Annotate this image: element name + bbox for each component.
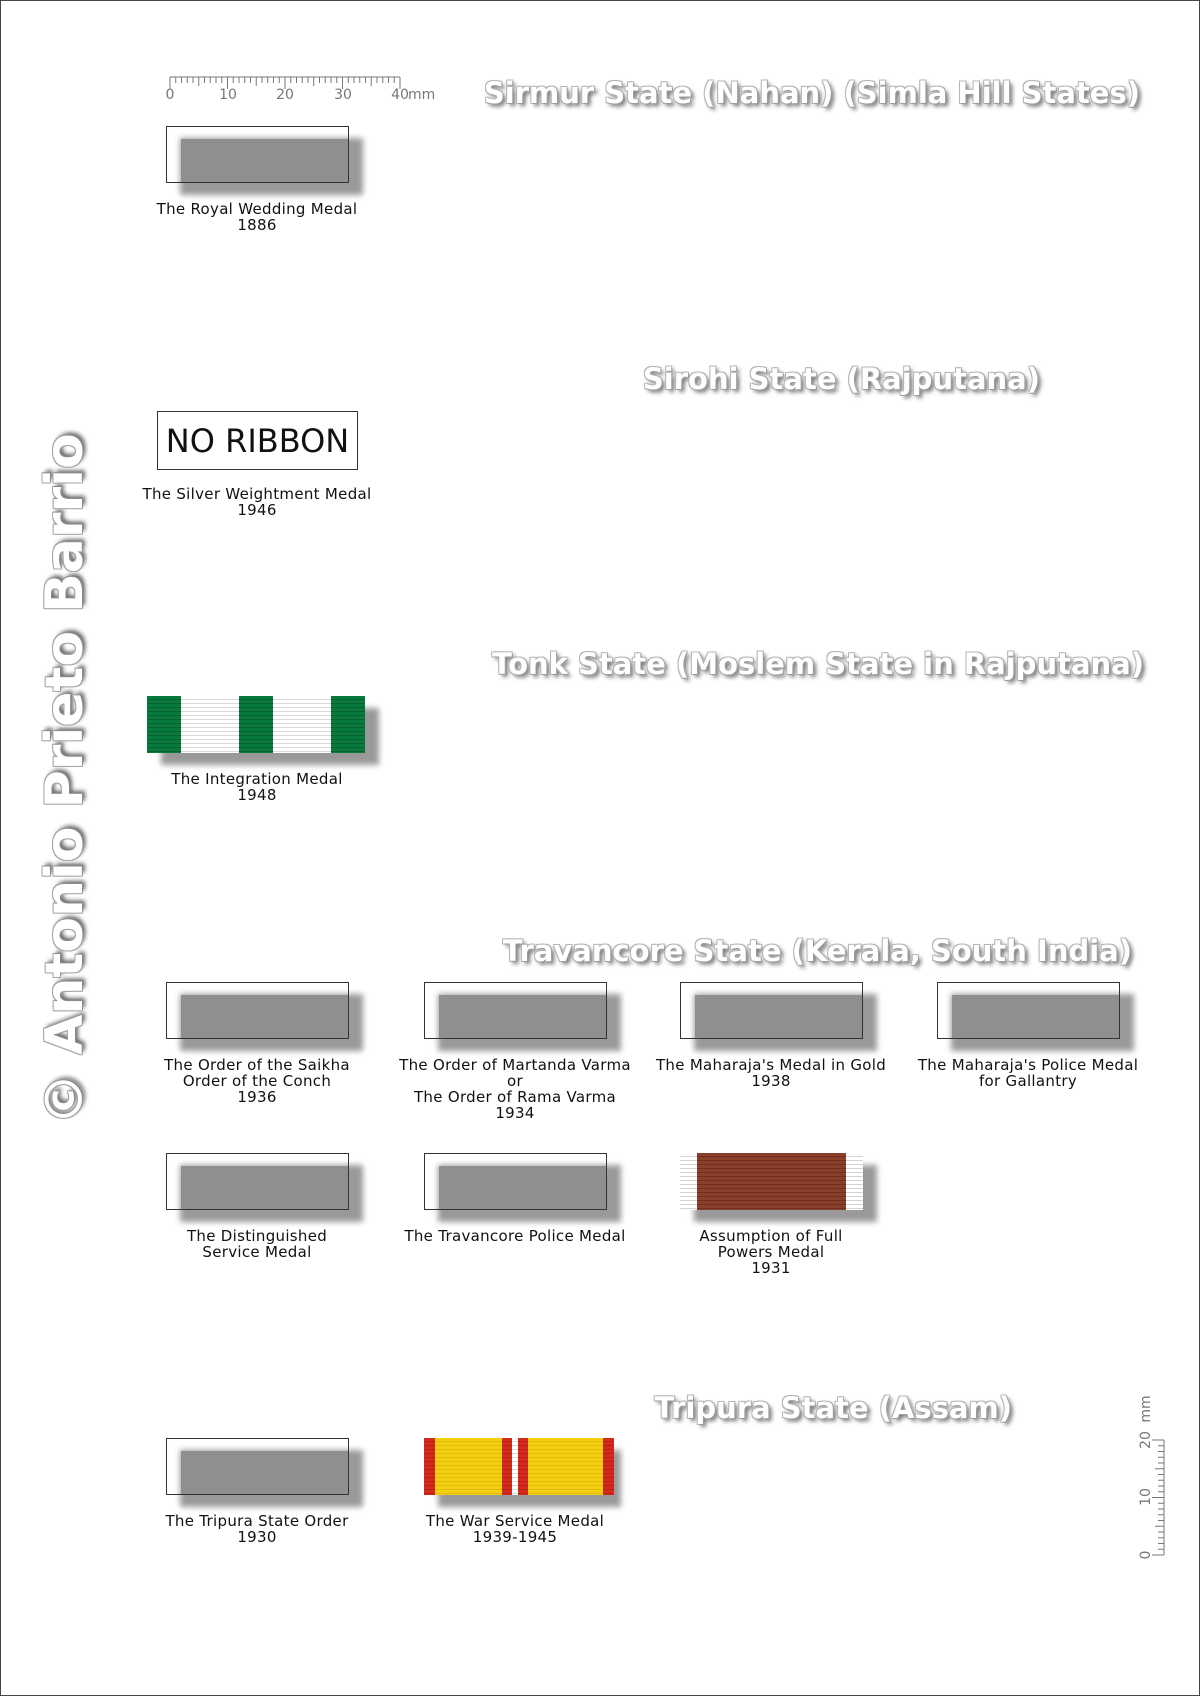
medal-caption [646,1057,896,1089]
no-ribbon-box: NO RIBBON [157,411,358,470]
medal-order-martanda-varma [390,982,640,1121]
medal-name: The Maharaja's Medal in Gold [655,1056,887,1074]
medal-name-line3: The Order of Rama Varma [413,1088,617,1106]
ribbon-placeholder [166,1153,349,1210]
ribbon-placeholder [424,1153,607,1210]
medal-name: The Tripura State Order [165,1512,349,1530]
medal-name-line1: The Order of the Saikha [164,1056,350,1074]
vertical-ruler [1138,1395,1178,1560]
medal-war-service [390,1438,640,1545]
medal-year: 1939-1945 [472,1528,558,1546]
medal-name-line1: The Maharaja's Police Medal [917,1056,1139,1074]
medal-year: 1948 [237,786,277,804]
ribbon-placeholder [424,982,607,1039]
medal-tripura-state-order [132,1438,382,1545]
ribbon-tonk [147,696,365,753]
medal-name: The Silver Weightment Medal [142,485,372,503]
medal-integration [132,696,382,803]
medal-assumption-full-powers [646,1153,896,1276]
medal-royal-wedding [132,126,382,233]
ruler-h-label-30: 30 [334,87,352,103]
medal-year: 1934 [495,1104,535,1122]
ribbon-placeholder [166,982,349,1039]
ruler-v-label-20: 20 [1138,1431,1154,1449]
medal-caption [132,1057,382,1105]
medal-caption [132,486,382,518]
ruler-v-label-0: 0 [1138,1550,1154,1560]
medal-name: The Royal Wedding Medal [156,200,358,218]
medal-name-line2: or [507,1072,523,1090]
ruler-h-label-10: 10 [219,87,237,103]
medal-name: The War Service Medal [425,1512,605,1530]
ribbon-placeholder [680,982,863,1039]
medal-order-saikha [132,982,382,1105]
ribbon-placeholder [166,1438,349,1495]
medal-year: 1946 [237,501,277,519]
section-title-tripura: Tripura State (Assam) [654,1391,1012,1425]
ruler-v-label-10: 10 [1138,1488,1154,1506]
medal-year: 1938 [751,1072,791,1090]
medal-distinguished-service [132,1153,382,1260]
medal-travancore-police [390,1153,640,1244]
medal-name-line2: Service Medal [202,1243,312,1261]
medal-year: 1931 [751,1259,791,1277]
section-title-sirohi: Sirohi State (Rajputana) [642,362,1040,396]
medal-maharaja-gold [646,982,896,1089]
section-title-sirmur: Sirmur State (Nahan) (Simla Hill States) [483,76,1140,110]
medal-name: The Travancore Police Medal [404,1227,626,1245]
medal-name-line2: Order of the Conch [182,1072,332,1090]
ribbon-yellow-red [424,1438,607,1495]
medal-year: 1886 [237,216,277,234]
medal-name-line1: The Order of Martanda Varma [399,1056,631,1074]
medal-caption [390,1228,640,1244]
medal-name: The Integration Medal [171,770,343,788]
medal-caption [132,771,382,803]
medal-caption [132,1228,382,1260]
ribbon-stripes [424,1438,614,1495]
ruler-h-unit: mm [408,87,436,103]
medal-name-line1: The Distinguished [186,1227,328,1245]
copyright-watermark: © Antonio Prieto Barrio [35,433,95,1125]
ribbon-brown [680,1153,863,1210]
medal-name-line1: Assumption of Full [699,1227,843,1245]
horizontal-ruler [165,71,436,103]
section-title-tonk: Tonk State (Moslem State in Rajputana) [492,647,1144,681]
section-title-travancore: Travancore State (Kerala, South India) [502,934,1132,968]
ribbon-placeholder [937,982,1120,1039]
ruler-v-unit: mm [1138,1395,1154,1423]
medal-name-line2: for Gallantry [978,1072,1078,1090]
medal-maharaja-police-gallantry [903,982,1153,1089]
medal-caption [646,1228,896,1276]
medal-caption [390,1057,640,1121]
ribbon-placeholder [166,126,349,183]
medal-year: 1936 [237,1088,277,1106]
medal-caption [903,1057,1153,1089]
ribbon-stripes [680,1153,863,1210]
ribbon-stripes [147,696,365,753]
ruler-h-label-0: 0 [165,87,175,103]
ruler-h-label-20: 20 [276,87,294,103]
medal-caption [390,1513,640,1545]
medal-caption [132,1513,382,1545]
ruler-h-label-40: 40 [391,87,409,103]
medal-silver-weightment [132,468,382,518]
medal-caption [132,201,382,233]
medal-name-line2: Powers Medal [717,1243,825,1261]
medal-year: 1930 [237,1528,277,1546]
